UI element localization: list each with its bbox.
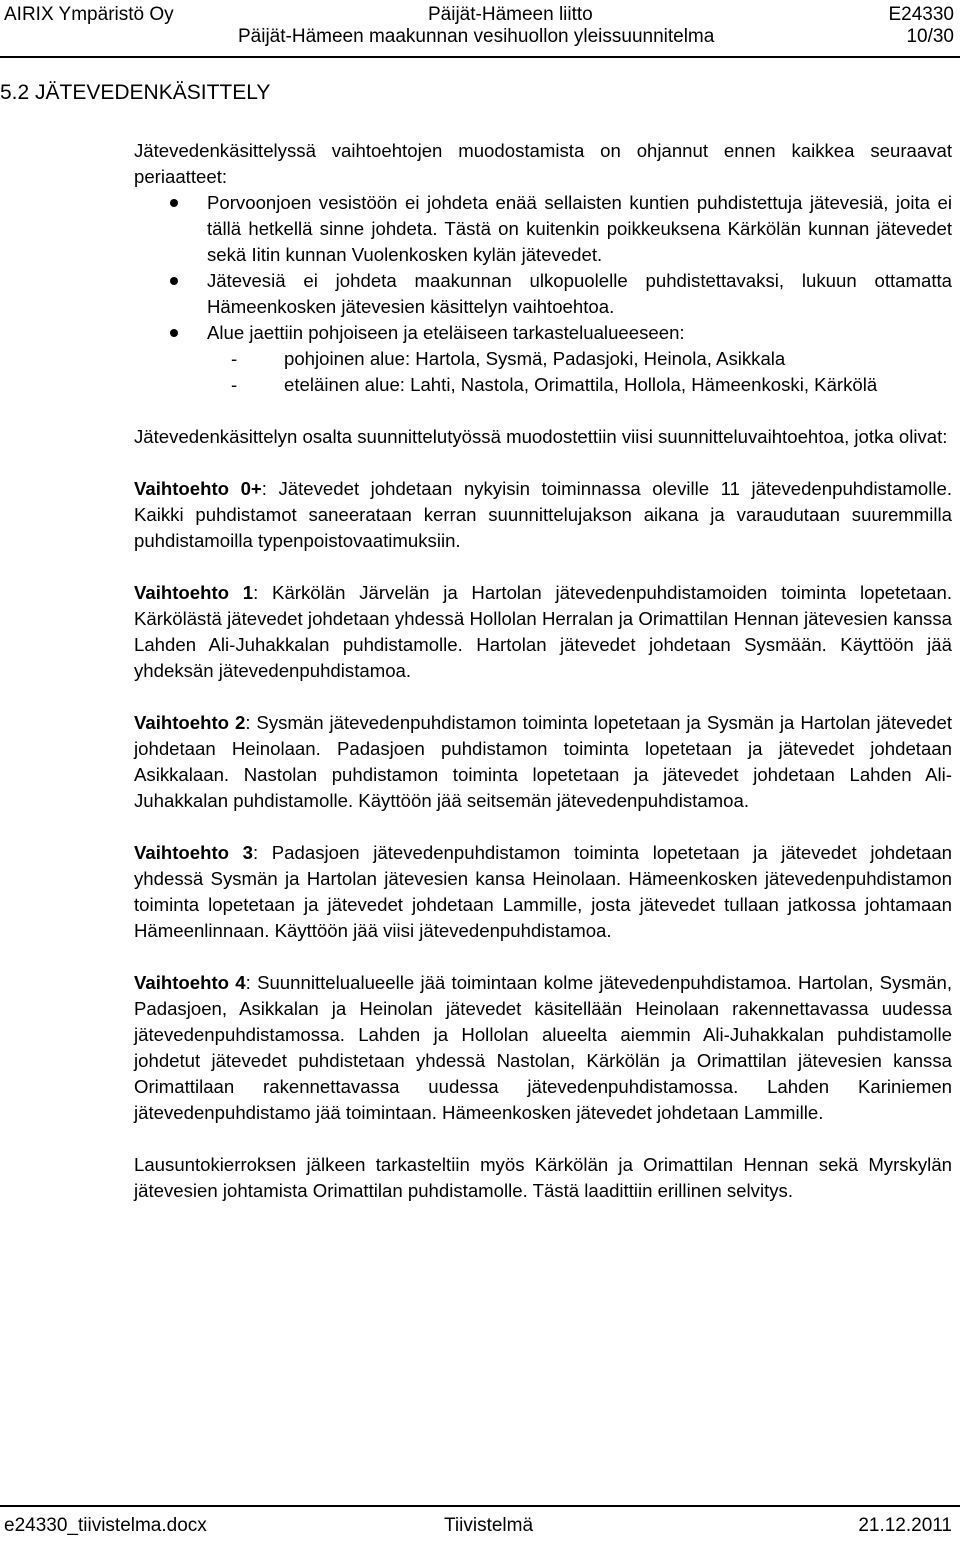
footer-divider [0,1505,960,1507]
option-paragraph: Vaihtoehto 1: Kärkölän Järvelän ja Hartolan jätevedenpuhdistamoiden toiminta lopetetaan. Kärkölästä jätevedet johdetaan yhdessä Hollolan Herralan ja Orimattilan Hennan jätevesien kanssa Lahden Ali-Juhakkalan puhdistamolle. Hartolan jätevedet johdetaan Sysmään. Käyttöön jää yhdeksän jätevedenpuhdistamoa. [134,582,953,681]
dash-icon: - [231,348,238,369]
section-body [134,138,952,1204]
list-item: Alue jaettiin pohjoiseen ja eteläiseen tarkastelualueeseen: - pohjoinen alue: Hartola, Sysmä, Padasjoki, Heinola, Asikkala - eteläinen alue: Lahti, Nastola, Orimattila, Hollola, Hämeenkoski, Kärkölä [134,320,952,398]
options-lead-paragraph: Jätevedenkäsittelyn osalta suunnittelutyössä muodostettiin viisi suunnitteluvaihtoehtoa, jotka olivat: [134,426,948,447]
header-company: AIRIX Ympäristö Oy [4,4,174,25]
closing-paragraph: Lausuntokierroksen jälkeen tarkasteltiin myös Kärkölän ja Orimattilan Hennan sekä Myrskylän jätevesien johtamista Orimattilan puhdistamolle. Tästä laadittiin erillinen selvitys. [134,1154,952,1201]
bullet-icon [170,199,178,207]
header-page-number: 10/30 [906,26,954,47]
header-client: Päijät-Hämeen liitto [428,4,593,25]
list-item: - pohjoinen alue: Hartola, Sysmä, Padasjoki, Heinola, Asikkala [207,346,952,372]
footer-date: 21.12.2011 [858,1515,952,1536]
option-label: Vaihtoehto 1 [134,582,254,603]
footer-doc-type: Tiivistelmä [444,1515,534,1536]
option-paragraph: Vaihtoehto 4: Suunnittelualueelle jää toimintaan kolme jätevedenpuhdistamoa. Hartolan, Sysmän, Padasjoen, Asikkalan ja Heinolan jätevedet käsitellään Heinolaan rakennettavassa uudessa jätevedenpuhdistamossa. Lahden ja Hollolan alueelta aiemmin Ali-Juhakkalan puhdistamolle johdetut jätevedet puhdistetaan yhdessä Nastolan, Kärkölän ja Orimattilan jätevesien kanssa Orimattilaan rakennettavassa uudessa jätevedenpuhdistamossa. Lahden Kariniemen jätevedenpuhdistamo jää toimintaan. Hämeenkosken jätevedet johdetaan Lammille. [134,972,953,1123]
list-item: Porvoonjoen vesistöön ei johdeta enää sellaisten kuntien puhdistettuja jätevesiä, joita ei tällä hetkellä sinne johdeta. Tästä on kuitenkin poikkeuksena Kärkölän kunnan jätevedet sekä Iitin kunnan Vuolenkosken kylän jätevedet. [134,190,952,268]
option-paragraph: Vaihtoehto 0+: Jätevedet johdetaan nykyisin toiminnassa oleville 11 jätevedenpuhdistamolle. Kaikki puhdistamot saneerataan kerran suunnittelujakson aikana ja varaudutaan suuremmilla puhdistamoilla typenpoistovaatimuksiin. [134,478,953,551]
principles-list [134,190,952,398]
bullet-icon [170,329,178,337]
section-heading: 5.2 JÄTEVEDENKÄSITTELY [0,81,271,104]
option-paragraph: Vaihtoehto 2: Sysmän jätevedenpuhdistamon toiminta lopetetaan ja Sysmän ja Hartolan jätevedet johdetaan Heinolaan. Padasjoen puhdistamon toiminta lopetetaan ja jätevedet johdetaan Asikkalaan. Nastolan puhdistamon toiminta lopetetaan ja jätevedet johdetaan Lahden Ali-Juhakkalan puhdistamolle. Käyttöön jää seitsemän jätevedenpuhdistamoa. [134,712,953,811]
option-label: Vaihtoehto 4 [134,972,246,993]
intro-paragraph: Jätevedenkäsittelyssä vaihtoehtojen muodostamista on ohjannut ennen kaikkea seuraavat periaatteet: [134,140,952,187]
areas-list [207,346,952,398]
footer-filename: e24330_tiivistelma.docx [4,1515,207,1536]
header-project-title: Päijät-Hämeen maakunnan vesihuollon yleissuunnitelma [238,26,715,47]
option-label: Vaihtoehto 2 [134,712,246,733]
list-item: Jätevesiä ei johdeta maakunnan ulkopuolelle puhdistettavaksi, lukuun ottamatta Hämeenkosken jätevesien käsittelyn vaihtoehtoa. [134,268,952,320]
option-label: Vaihtoehto 3 [134,842,253,863]
option-label: Vaihtoehto 0+ [134,478,262,499]
dash-icon: - [231,374,238,395]
header-divider [0,56,960,58]
option-paragraph: Vaihtoehto 3: Padasjoen jätevedenpuhdistamon toiminta lopetetaan ja jätevedet johdetaan yhdessä Sysmän ja Hartolan jätevesien kansa Heinolaan. Hämeenkosken jätevedenpuhdistamon toiminta lopetetaan ja jätevedet johdetaan Lammille, josta jätevedet tullaan jatkossa johtamaan Hämeenlinnaan. Käyttöön jää viisi jätevedenpuhdistamoa. [134,842,953,941]
list-item: - eteläinen alue: Lahti, Nastola, Orimattila, Hollola, Hämeenkoski, Kärkölä [207,372,952,398]
header-project-code: E24330 [888,4,954,25]
page-footer [0,1515,960,1539]
bullet-icon [170,277,178,285]
page-header [0,0,960,56]
